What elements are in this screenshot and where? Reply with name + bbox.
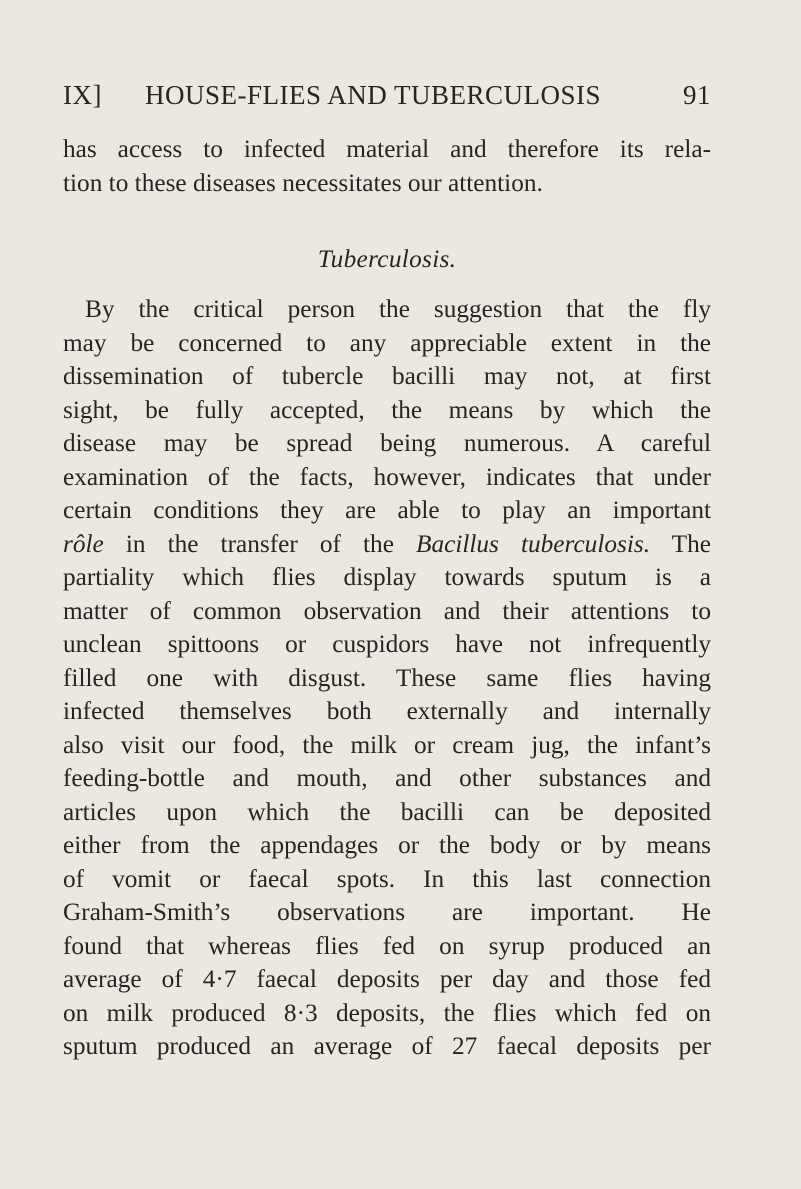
text-fragment: The — [650, 529, 711, 558]
text-line: filled one with disgust. These same flies having — [63, 663, 711, 692]
italic-species-name: Bacillus tuberculosis. — [416, 529, 651, 558]
body-text — [63, 133, 711, 1064]
text-line — [63, 528, 711, 562]
text-line: of vomit or faecal spots. In this last connection — [63, 864, 711, 893]
running-head — [63, 80, 711, 116]
running-title: HOUSE-FLIES AND TUBERCULOSIS — [145, 80, 602, 110]
text-line: matter of common observation and their attentions to — [63, 596, 711, 625]
italic-word-role: rôle — [63, 529, 104, 558]
text-line: found that whereas flies fed on syrup produced an — [63, 931, 711, 960]
text-line: disease may be spread being numerous. A careful — [63, 429, 711, 457]
text-line: examination of the facts, however, indicates that under — [63, 462, 711, 491]
text-line: partiality which flies display towards sputum is a — [63, 563, 711, 591]
text-line: certain conditions they are able to play an important — [63, 496, 711, 524]
text-line: infected themselves both externally and internally — [63, 697, 711, 725]
text-fragment: in the transfer of the — [103, 529, 416, 558]
text-line: average of 4·7 faecal deposits per day and those fed — [63, 965, 711, 993]
text-line: sputum produced an average of 27 faecal deposits per — [63, 1032, 711, 1060]
text-line: unclean spittoons or cuspidors have not infrequently — [63, 630, 711, 658]
page-number: 91 — [683, 80, 711, 110]
text-line: articles upon which the bacilli can be deposited — [63, 797, 711, 826]
text-line: tion to these diseases necessitates our attention. — [63, 168, 543, 197]
text-line: sight, be fully accepted, the means by which the — [63, 395, 711, 424]
text-line: also visit our food, the milk or cream jug, the infant’s — [63, 730, 711, 759]
text-line: has access to infected material and therefore its rela- — [63, 135, 711, 163]
text-line: Graham-Smith’s observations are important. He — [63, 898, 711, 926]
text-line: on milk produced 8·3 deposits, the flies which fed on — [63, 998, 711, 1027]
chapter-number: IX] — [63, 80, 102, 110]
text-line: dissemination of tubercle bacilli may not, at first — [63, 362, 711, 390]
text-line: By the critical person the suggestion that the fly — [85, 295, 711, 323]
text-line: either from the appendages or the body or by means — [63, 831, 711, 859]
text-line: may be concerned to any appreciable extent in the — [63, 328, 711, 357]
section-heading: Tuberculosis. — [317, 245, 457, 273]
text-line: feeding-bottle and mouth, and other substances and — [63, 764, 711, 792]
